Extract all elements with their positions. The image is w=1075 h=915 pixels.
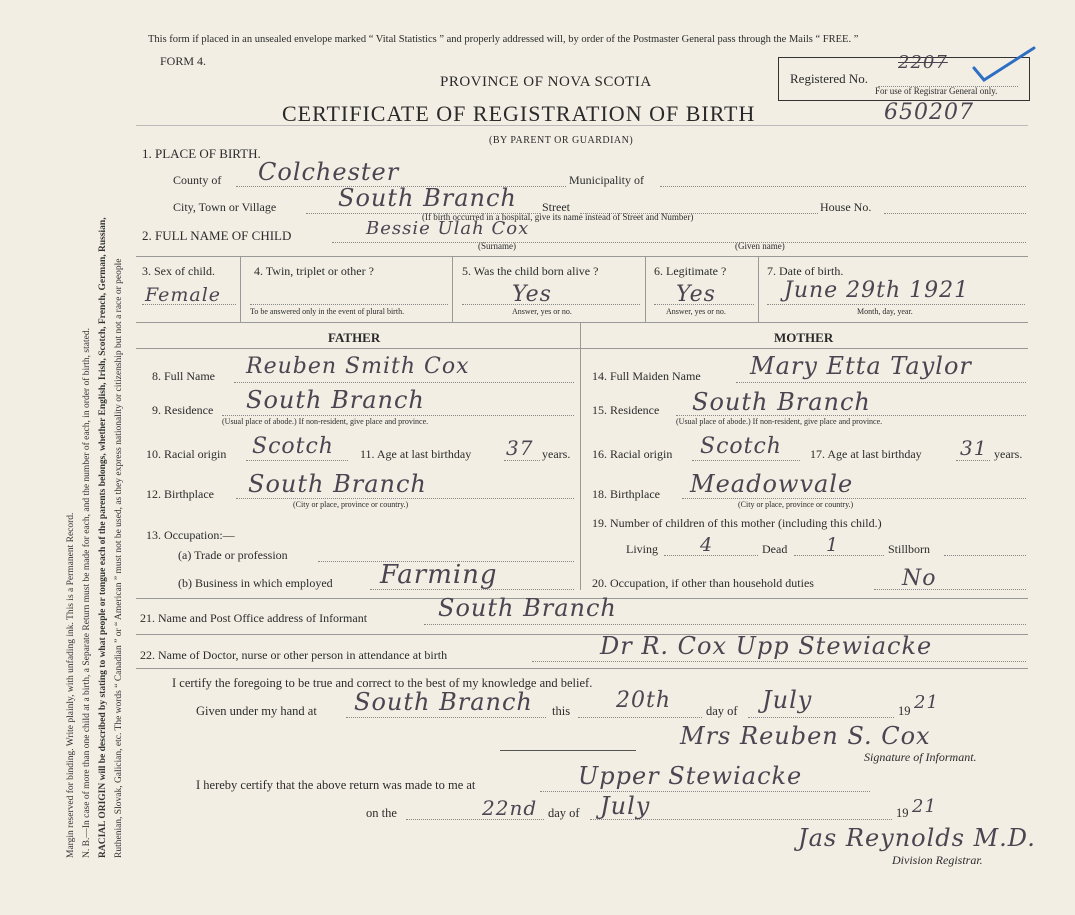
registered-no-value: 2207 xyxy=(898,52,948,73)
informant-label: 21. Name and Post Office address of Informant xyxy=(140,611,368,625)
father-race-value: Scotch xyxy=(252,434,334,459)
father-age-value: 37 xyxy=(506,436,534,460)
twin-label: 4. Twin, triplet or other ? xyxy=(254,264,374,278)
father-race-label: 10. Racial origin xyxy=(146,447,227,461)
dob-note: Month, day, year. xyxy=(857,307,913,316)
top-rule xyxy=(136,125,1028,126)
province-title: PROVINCE OF NOVA SCOTIA xyxy=(440,74,652,90)
alive-value: Yes xyxy=(512,282,552,307)
given-year-suffix: 21 xyxy=(914,692,939,713)
father-residence-note: (Usual place of abode.) If non-resident, give place and province. xyxy=(222,417,429,426)
county-label: County of xyxy=(173,173,222,187)
business-label: (b) Business in which employed xyxy=(178,576,333,590)
street-label: Street xyxy=(542,200,570,214)
dead-value: 1 xyxy=(826,534,840,556)
on-the-label: on the xyxy=(366,806,397,820)
living-label: Living xyxy=(626,542,658,556)
father-age-unit: years. xyxy=(542,447,571,461)
mother-name-label: 14. Full Maiden Name xyxy=(592,369,701,383)
child-name-value: Bessie Ulah Cox xyxy=(366,218,530,239)
registrar-statement: I hereby certify that the above return was made to me at xyxy=(196,778,476,792)
certificate-title: CERTIFICATE OF REGISTRATION OF BIRTH xyxy=(282,101,756,126)
registrar-use-note: For use of Registrar General only. xyxy=(875,86,998,96)
father-birthplace-value: South Branch xyxy=(248,470,427,498)
doctor-label: 22. Name of Doctor, nurse or other person in attendance at birth xyxy=(140,648,448,662)
mother-name-value: Mary Etta Taylor xyxy=(750,352,972,380)
reg-day-of-label: day of xyxy=(548,806,580,820)
certificate-number: 650207 xyxy=(884,100,974,125)
given-day: 20th xyxy=(616,688,672,713)
registrar-signature: Jas Reynolds M.D. xyxy=(798,824,1036,852)
legitimate-value: Yes xyxy=(676,282,716,307)
father-name-label: 8. Full Name xyxy=(152,369,215,383)
father-heading: FATHER xyxy=(328,330,381,345)
mother-age-unit: years. xyxy=(994,447,1023,461)
margin-note-racial-origin: RACIAL ORIGIN will be described by stating to what people or tongue each of the parents belongs, whether English, Irish, Scotch, French, German, Russian, xyxy=(98,217,108,858)
this-label: this xyxy=(552,704,571,718)
mother-residence-note: (Usual place of abode.) If non-resident, give place and province. xyxy=(676,417,883,426)
certify-statement: I certify the foregoing to be true and correct to the best of my knowledge and belief. xyxy=(172,676,593,690)
mother-residence-label: 15. Residence xyxy=(592,403,660,417)
registration-day: 22nd xyxy=(482,796,538,820)
informant-signature: Mrs Reuben S. Cox xyxy=(680,722,931,750)
surname-caption: (Surname) xyxy=(478,241,516,251)
mother-occupation-label: 20. Occupation, if other than household duties xyxy=(592,576,814,590)
certificate-subtitle: (BY PARENT OR GUARDIAN) xyxy=(489,135,634,146)
child-name-label: 2. FULL NAME OF CHILD xyxy=(142,228,292,243)
father-birthplace-label: 12. Birthplace xyxy=(146,487,214,501)
father-name-value: Reuben Smith Cox xyxy=(246,354,470,379)
twin-note: To be answered only in the event of plural birth. xyxy=(250,307,405,316)
children-count-label: 19. Number of children of this mother (including this child.) xyxy=(592,516,882,530)
mother-heading: MOTHER xyxy=(774,330,834,345)
sex-value: Female xyxy=(145,284,222,306)
dob-label: 7. Date of birth. xyxy=(767,264,844,278)
given-month: July xyxy=(762,686,813,714)
doctor-value: Dr R. Cox Upp Stewiacke xyxy=(600,632,933,660)
mother-race-label: 16. Racial origin xyxy=(592,447,673,461)
legitimate-note: Answer, yes or no. xyxy=(666,307,726,316)
form-number: FORM 4. xyxy=(160,54,207,68)
stillborn-label: Stillborn xyxy=(888,542,931,556)
mother-residence-value: South Branch xyxy=(692,388,871,416)
alive-label: 5. Was the child born alive ? xyxy=(462,264,599,278)
father-age-label: 11. Age at last birthday xyxy=(360,447,472,461)
reg-year-prefix: 19 xyxy=(896,806,909,820)
registration-month: July xyxy=(600,792,651,820)
business-value: Farming xyxy=(380,560,498,590)
mother-occupation-value: No xyxy=(902,566,937,591)
trade-label: (a) Trade or profession xyxy=(178,548,288,562)
registered-no-label: Registered No. xyxy=(790,71,868,86)
registrar-place: Upper Stewiacke xyxy=(578,762,803,790)
margin-note-binding: Margin reserved for binding. Write plainly, with unfading ink. This is a Permanent Record. xyxy=(66,512,76,858)
alive-note: Answer, yes or no. xyxy=(512,307,572,316)
municipality-label: Municipality of xyxy=(569,173,644,187)
given-label: Given under my hand at xyxy=(196,704,317,718)
living-value: 4 xyxy=(700,534,714,556)
registration-year-suffix: 21 xyxy=(912,796,937,817)
margin-note-multiple-births: N. B.—In case of more than one child at a birth, a Separate Return must be made for each, and the number of each, in order of birth, stated. xyxy=(82,328,92,858)
dead-label: Dead xyxy=(762,542,788,556)
given-place: South Branch xyxy=(354,688,533,716)
county-value: Colchester xyxy=(258,158,400,186)
occupation-label: 13. Occupation:— xyxy=(146,528,235,542)
mother-age-value: 31 xyxy=(960,436,988,460)
day-of-label: day of xyxy=(706,704,738,718)
mother-birthplace-label: 18. Birthplace xyxy=(592,487,660,501)
city-value: South Branch xyxy=(338,184,517,212)
house-no-label: House No. xyxy=(820,200,872,214)
given-year-prefix: 19 xyxy=(898,704,911,718)
mailing-notice: This form if placed in an unsealed envelope marked “ Vital Statistics ” and properly addressed will, by order of the Postmaster General pass through the Mails “ FREE. ” xyxy=(148,34,859,45)
margin-note-racial-origin-2: Ruthenian, Slovak, Galician, etc. The words “ Canadian ” or “ American ” must not be used, as they express nationality or citizenship but not a race or people xyxy=(114,258,124,858)
father-residence-value: South Branch xyxy=(246,386,425,414)
dob-value: June 29th 1921 xyxy=(784,278,970,303)
registrar-caption: Division Registrar. xyxy=(892,853,983,867)
signature-caption: Signature of Informant. xyxy=(864,750,977,764)
father-birthplace-note: (City or place, province or country.) xyxy=(293,500,409,509)
sex-label: 3. Sex of child. xyxy=(142,264,215,278)
legitimate-label: 6. Legitimate ? xyxy=(654,264,727,278)
mother-age-label: 17. Age at last birthday xyxy=(810,447,922,461)
mother-race-value: Scotch xyxy=(700,434,782,459)
father-residence-label: 9. Residence xyxy=(152,403,214,417)
mother-birthplace-note: (City or place, province or country.) xyxy=(738,500,854,509)
informant-value: South Branch xyxy=(438,594,617,622)
place-of-birth-label: 1. PLACE OF BIRTH. xyxy=(142,146,261,161)
given-name-caption: (Given name) xyxy=(735,241,785,251)
mother-birthplace-value: Meadowvale xyxy=(690,470,854,498)
city-label: City, Town or Village xyxy=(173,200,277,214)
check-mark-icon xyxy=(970,44,1042,84)
hospital-note: (If birth occurred in a hospital, give its name instead of Street and Number) xyxy=(422,212,694,222)
